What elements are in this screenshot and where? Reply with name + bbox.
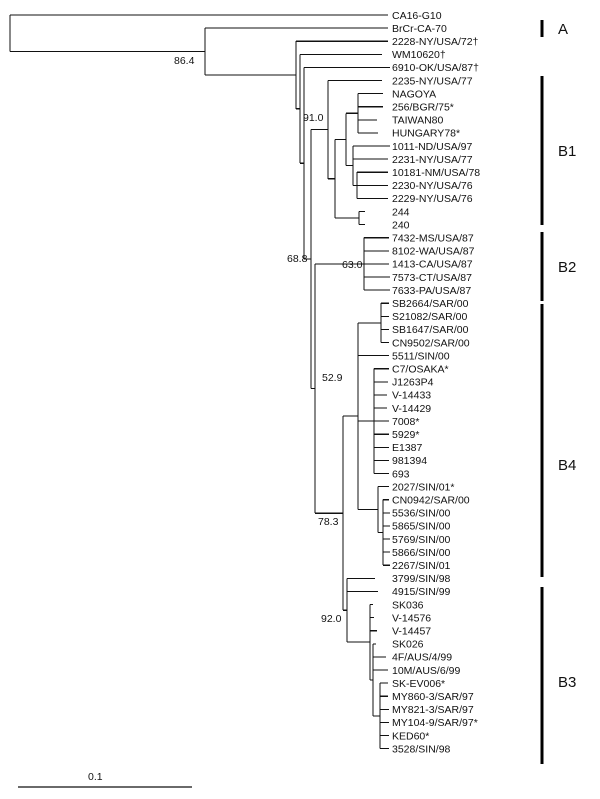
leaf-label: 8102-WA/USA/87 [392, 245, 475, 258]
leaf-label: E1387 [392, 442, 423, 455]
leaf-label: V-14433 [392, 389, 432, 402]
leaf-label: 7008* [392, 415, 420, 428]
leaf-label: 10181-NM/USA/78 [392, 167, 481, 179]
leaf-label: MY104-9/SAR/97* [392, 717, 478, 730]
leaf-label: 240 [392, 219, 410, 232]
leaf-label: SB1647/SAR/00 [392, 324, 469, 337]
leaf-label: 5536/SIN/00 [392, 507, 451, 520]
leaf-label: WM10620† [392, 49, 446, 62]
leaf-label: 2228-NY/USA/72† [392, 36, 479, 48]
leaf-label: 5769/SIN/00 [392, 533, 451, 546]
leaf-label: 2235-NY/USA/77 [392, 75, 473, 88]
leaf-label: HUNGARY78* [392, 127, 461, 140]
bootstrap-value: 78.3 [318, 516, 339, 528]
leaf-label: MY860-3/SAR/97 [392, 691, 474, 703]
leaf-label: 2230-NY/USA/76 [392, 180, 473, 193]
clade-label-b1: B1 [558, 143, 577, 160]
leaf-label: KED60* [392, 730, 430, 743]
leaf-label: 2027/SIN/01* [392, 481, 455, 494]
leaf-label: 5929* [392, 429, 420, 441]
leaf-label: MY821-3/SAR/97 [392, 704, 474, 717]
leaf-label: BrCr-CA-70 [392, 22, 447, 35]
leaf-label: SB2664/SAR/00 [392, 298, 469, 310]
leaf-label: CA16-G10 [392, 9, 442, 22]
leaf-label: 693 [392, 468, 410, 481]
leaf-label: J1263P4 [392, 376, 434, 389]
clade-label-b4: B4 [558, 457, 577, 474]
bootstrap-value: 52.9 [322, 372, 343, 384]
leaf-label: 5511/SIN/00 [392, 350, 450, 363]
bootstrap-value: 63.0 [342, 259, 363, 271]
leaf-label: 5866/SIN/00 [392, 546, 451, 559]
leaf-label: 1011-ND/USA/97 [392, 140, 473, 153]
leaf-labels [392, 10, 480, 756]
leaf-label: 244 [392, 206, 410, 219]
leaf-label: SK036 [392, 599, 424, 612]
bootstrap-value: 86.4 [174, 55, 195, 67]
leaf-label: 1413-CA/USA/87 [392, 258, 473, 271]
leaf-label: 3799/SIN/98 [392, 573, 451, 586]
leaf-label: 4F/AUS/4/99 [392, 651, 453, 664]
leaf-label: 4915/SIN/99 [392, 586, 451, 599]
clade-label-b2: B2 [558, 259, 577, 276]
leaf-label: V-14429 [392, 402, 432, 415]
leaf-label: 7432-MS/USA/87 [392, 232, 474, 245]
leaf-label: SK026 [392, 638, 424, 651]
bootstrap-value: 92.0 [321, 613, 342, 625]
leaf-label: V-14457 [392, 625, 432, 638]
leaf-label: 7633-PA/USA/87 [392, 284, 472, 297]
leaf-label: 10M/AUS/6/99 [392, 664, 461, 677]
clade-brackets [542, 20, 576, 764]
bootstrap-value: 91.0 [303, 112, 324, 124]
leaf-label: CN0942/SAR/00 [392, 494, 470, 507]
leaf-label: NAGOYA [392, 88, 437, 101]
bootstrap-values [174, 55, 363, 625]
leaf-label: 3528/SIN/98 [392, 743, 451, 756]
leaf-label: TAIWAN80 [392, 114, 444, 127]
clade-label-a: A [558, 21, 569, 38]
leaf-label: CN9502/SAR/00 [392, 337, 470, 350]
leaf-label: 256/BGR/75* [392, 101, 454, 114]
leaf-label: V-14576 [392, 612, 432, 625]
clade-label-b3: B3 [558, 674, 577, 691]
leaf-label: C7/OSAKA* [392, 363, 449, 376]
leaf-label: 6910-OK/USA/87† [392, 62, 479, 75]
leaf-label: 981394 [392, 455, 428, 468]
leaf-label: 2229-NY/USA/76 [392, 193, 473, 206]
scale-bar [18, 771, 192, 787]
leaf-label: 5865/SIN/00 [392, 520, 451, 533]
bootstrap-value: 68.8 [287, 253, 308, 265]
scale-bar-label: 0.1 [88, 771, 103, 783]
leaf-label: 2231-NY/USA/77 [392, 153, 473, 166]
leaf-label: SK-EV006* [392, 677, 446, 690]
leaf-label: S21082/SAR/00 [392, 311, 468, 324]
leaf-label: 2267/SIN/01 [392, 560, 451, 572]
leaf-label: 7573-CT/USA/87 [392, 271, 472, 284]
